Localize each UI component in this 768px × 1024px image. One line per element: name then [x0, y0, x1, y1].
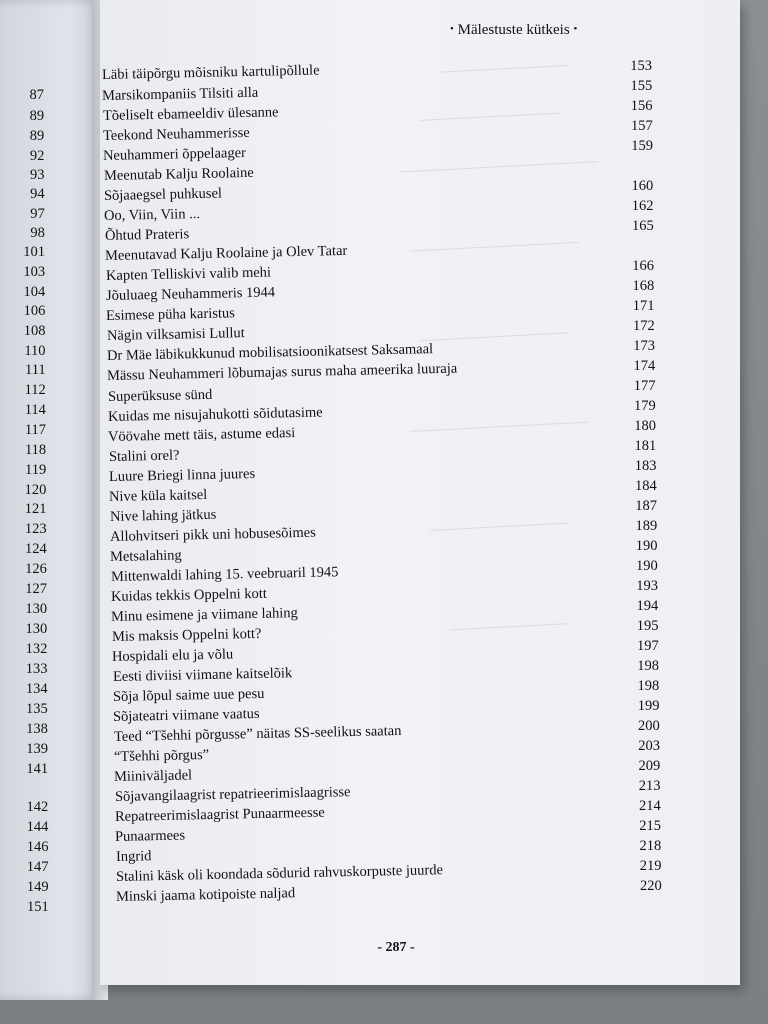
toc-entry-title: Dr Mäe läbikukkunud mobilisatsioonikatsest Saksamaal [106, 341, 434, 364]
toc-entry-title: Vöövahe mett täis, astume edasi [108, 425, 296, 445]
toc-page-number: 159 [631, 138, 653, 154]
left-page-number: 110 [24, 343, 46, 359]
left-page-number: 135 [25, 701, 48, 717]
toc-page-number: 165 [632, 218, 654, 234]
left-page-number: 97 [30, 206, 45, 222]
toc-page-number: 181 [634, 438, 657, 454]
left-page-number: 141 [26, 761, 49, 777]
toc-page-number: 187 [635, 498, 657, 514]
toc-entry-title: Neuhammeri õppelaager [103, 145, 247, 164]
toc-page-number: 180 [634, 418, 656, 434]
left-page-number: 92 [29, 148, 45, 164]
toc-entry-title: Tõeliselt ebameeldiv ülesanne [102, 104, 279, 124]
toc-entry-title: Minu esimene ja viimane lahing [111, 605, 299, 625]
toc-page-number: 184 [635, 478, 657, 494]
left-page-number: 132 [25, 641, 48, 657]
toc-page-number: 179 [634, 398, 656, 414]
left-page-number: 104 [23, 284, 46, 300]
toc-entry-title: Jõuluaeg Neuhammeris 1944 [105, 284, 276, 304]
toc-page-number: 195 [636, 618, 659, 634]
bullet-left: • [450, 23, 454, 35]
toc-entry-title: Nive lahing jätkus [109, 506, 217, 525]
toc-page-number: 160 [631, 178, 654, 194]
left-page-number: 111 [24, 362, 46, 378]
toc-entry-title: Miiniväljadel [114, 767, 193, 785]
left-page-number: 151 [27, 899, 49, 915]
toc-page-number: 200 [638, 718, 660, 734]
left-page-number: 124 [25, 541, 47, 557]
running-title: Mälestuste kütkeis [457, 22, 570, 38]
toc-entry-title: Meenutab Kalju Roolaine [103, 164, 254, 184]
left-page-number: 89 [29, 128, 45, 144]
left-page-number: 147 [26, 859, 49, 875]
toc-entry-title: Eesti diviisi viimane kaitselõik [112, 665, 292, 685]
left-page-number: 98 [30, 225, 45, 241]
left-page-number: 138 [26, 721, 48, 737]
toc-page-number: 218 [639, 838, 662, 854]
toc-entry-title: Sõjaaegsel puhkusel [103, 185, 223, 204]
toc-page-number: 199 [637, 698, 660, 714]
left-page-number: 103 [23, 264, 46, 280]
toc-entry-title: Nägin vilksamisi Lullut [106, 325, 245, 344]
toc-page-number: 198 [637, 678, 660, 694]
toc-page-number: 209 [638, 758, 661, 774]
left-page-number: 130 [25, 601, 48, 617]
toc-page-number: 214 [639, 798, 661, 814]
toc-page-number: 168 [632, 278, 655, 294]
toc-entry-title: Meenutavad Kalju Roolaine ja Olev Tatar [104, 242, 348, 264]
page-folio: - 287 - [377, 940, 415, 955]
toc-page-number: 155 [630, 78, 653, 94]
toc-page-number: 157 [631, 118, 653, 134]
toc-page-number: 172 [633, 318, 655, 334]
toc-entry-title: Ingrid [115, 848, 152, 865]
toc-entry-title: Sõja lõpul saime uue pesu [112, 685, 265, 705]
toc-entry-title: Teed “Tšehhi põrgusse” näitas SS-seelikus saatan [113, 722, 402, 745]
left-page-number: 108 [23, 323, 46, 339]
left-page-number: 144 [26, 819, 49, 835]
toc-entry-title: Marsikompaniis Tilsiti alla [102, 84, 259, 104]
toc-page-number: 203 [638, 738, 660, 754]
left-page-number: 134 [25, 681, 48, 697]
left-page-number: 106 [23, 303, 46, 319]
toc-page-number: 215 [639, 818, 661, 834]
toc-page-number: 171 [632, 298, 655, 314]
toc-entry-title: Allohvitseri pikk uni hobusesõimes [109, 524, 316, 545]
toc-entry-title: Nive küla kaitsel [109, 486, 208, 505]
toc-entry-title: Õhtud Prateris [104, 226, 190, 244]
toc-page-number: 213 [638, 778, 661, 794]
toc-entry-title: Minski jaama kotipoiste naljad [116, 885, 296, 905]
left-page-number: 146 [26, 839, 49, 855]
toc-page-number: 190 [636, 558, 658, 574]
left-page-number: 119 [25, 462, 47, 478]
left-page-number: 130 [25, 621, 48, 637]
toc-entry-title: Kuidas tekkis Oppelni kott [110, 585, 268, 605]
left-page-number: 126 [25, 561, 47, 577]
toc-entry-title: Mässu Neuhammeri lõbumajas surus maha ameerika luuraja [107, 360, 458, 384]
left-page-number: 123 [24, 521, 47, 537]
toc-page-number: 198 [637, 658, 659, 674]
toc-entry-title: Hospidali elu ja võlu [111, 646, 234, 665]
toc-page-number: 173 [633, 338, 655, 354]
left-page-number: 93 [29, 167, 45, 183]
toc-page-number: 220 [640, 878, 662, 894]
toc-entry-title: Läbi täipõrgu mõisniku kartulipõllule [101, 62, 320, 83]
left-page-number: 114 [24, 402, 46, 418]
toc-entry-title: Teekond Neuhammerisse [102, 124, 250, 144]
left-page-number: 127 [25, 581, 47, 597]
toc-entry-title: Mittenwaldi lahing 15. veebruaril 1945 [110, 564, 339, 585]
left-page-number: 118 [24, 442, 47, 458]
left-page-number: 94 [30, 186, 45, 202]
toc-entry-title: Kapten Telliskivi valib mehi [105, 264, 271, 284]
left-page-number: 117 [24, 422, 47, 438]
toc-page-number: 162 [631, 198, 654, 214]
toc-entry-title: Repatreerimislaagrist Punaarmeesse [114, 804, 325, 825]
toc-entry-title: Metsalahing [110, 547, 183, 565]
toc-page-number: 194 [636, 598, 659, 614]
left-page-number: 142 [26, 799, 49, 815]
left-page-number: 101 [23, 244, 45, 260]
toc-page-number: 189 [635, 518, 658, 534]
toc-entry-title: Esimese püha karistus [106, 305, 236, 324]
toc-entry-title: Superüksuse sünd [107, 386, 213, 405]
toc-page-number: 166 [632, 258, 654, 274]
left-page-number: 139 [26, 741, 48, 757]
toc-entry-title: Oo, Viin, Viin ... [104, 205, 201, 224]
toc-page-number: 183 [634, 458, 657, 474]
toc-entry-title: “Tšehhi põrgus” [113, 747, 210, 765]
bullet-right: • [573, 23, 578, 35]
toc-page-number: 197 [637, 638, 659, 654]
toc-page-number: 153 [630, 58, 652, 74]
left-page-number: 120 [24, 482, 47, 498]
left-page-number: 89 [29, 108, 45, 124]
left-page-number: 121 [24, 501, 47, 517]
toc-entry-title: Punaarmees [115, 827, 186, 845]
toc-page-number: 193 [636, 578, 658, 594]
toc-page-number: 177 [633, 378, 656, 394]
left-page-number: 112 [24, 382, 46, 398]
left-page-number: 149 [26, 879, 49, 895]
toc-entry-title: Kuidas me nisujahukotti sõidutasime [107, 404, 323, 425]
running-header [450, 22, 660, 39]
toc-entry-title: Luure Briegi linna juures [108, 465, 256, 485]
left-page-number: 87 [29, 87, 44, 103]
toc-entry-title: Sõjateatri viimane vaatus [113, 705, 260, 725]
toc-page-number: 174 [633, 358, 656, 374]
toc-page-number: 156 [630, 98, 653, 114]
toc-page-number: 190 [635, 538, 658, 554]
toc-page-number: 219 [639, 858, 662, 874]
toc-entry-title: Sõjavangilaagrist repatrieerimislaagrisse [114, 784, 351, 805]
toc-entry-title: Stalini orel? [108, 447, 180, 465]
left-page-number: 133 [25, 661, 48, 677]
toc-entry-title: Mis maksis Oppelni kott? [111, 625, 262, 645]
toc-entry-title: Stalini käsk oli koondada sõdurid rahvuskorpuste juurde [115, 862, 444, 885]
